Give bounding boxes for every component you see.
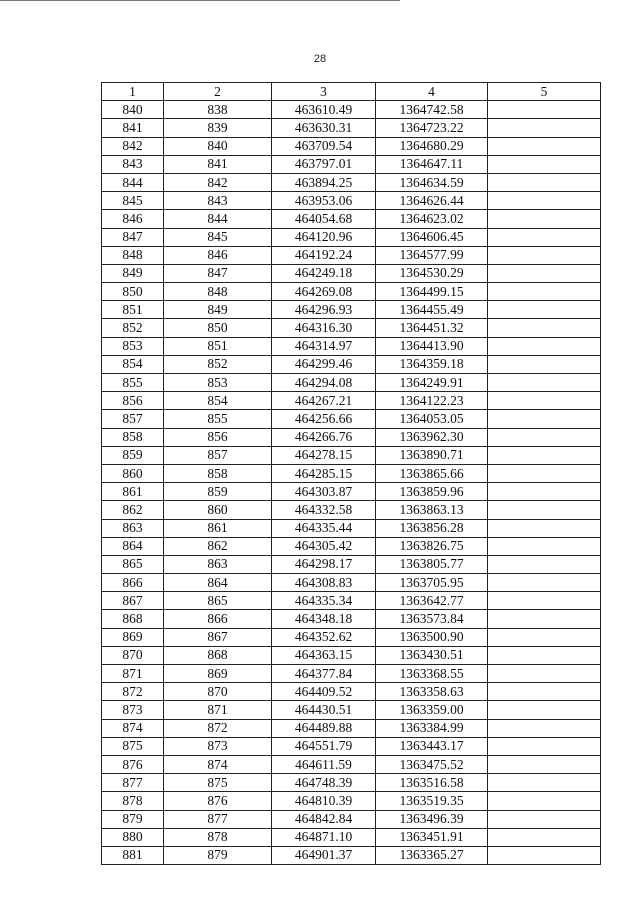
table-cell-col-3: 464296.93 <box>272 301 376 319</box>
table-row <box>102 192 601 210</box>
table-cell-col-1: 845 <box>102 192 164 210</box>
table-cell-col-4: 1363642.77 <box>376 592 488 610</box>
coordinates-table <box>101 82 601 865</box>
table-cell-col-5 <box>488 574 601 592</box>
table-row <box>102 610 601 628</box>
table-cell-col-5 <box>488 701 601 719</box>
table-header-row <box>102 83 601 101</box>
table-cell-col-1: 851 <box>102 301 164 319</box>
table-row <box>102 464 601 482</box>
table-cell-col-1: 867 <box>102 592 164 610</box>
table-cell-col-3: 464314.97 <box>272 337 376 355</box>
table-cell-col-3: 464871.10 <box>272 828 376 846</box>
table-cell-col-3: 464294.08 <box>272 374 376 392</box>
table-cell-col-2: 861 <box>164 519 272 537</box>
table-cell-col-2: 870 <box>164 683 272 701</box>
table-row <box>102 537 601 555</box>
table-cell-col-3: 464120.96 <box>272 228 376 246</box>
table-cell-col-4: 1363443.17 <box>376 737 488 755</box>
table-cell-col-2: 871 <box>164 701 272 719</box>
table-cell-col-5 <box>488 446 601 464</box>
table-cell-col-1: 873 <box>102 701 164 719</box>
table-cell-col-2: 865 <box>164 592 272 610</box>
table-cell-col-1: 877 <box>102 774 164 792</box>
table-cell-col-2: 850 <box>164 319 272 337</box>
table-cell-col-2: 841 <box>164 155 272 173</box>
table-cell-col-1: 860 <box>102 464 164 482</box>
table-cell-col-5 <box>488 828 601 846</box>
table-cell-col-3: 463797.01 <box>272 155 376 173</box>
table-cell-col-2: 876 <box>164 792 272 810</box>
table-cell-col-3: 464363.15 <box>272 646 376 664</box>
table-row <box>102 374 601 392</box>
table-cell-col-5 <box>488 665 601 683</box>
table-cell-col-4: 1363573.84 <box>376 610 488 628</box>
table-cell-col-2: 869 <box>164 665 272 683</box>
table-cell-col-5 <box>488 283 601 301</box>
table-cell-col-2: 874 <box>164 755 272 773</box>
table-cell-col-4: 1364413.90 <box>376 337 488 355</box>
table-cell-col-2: 867 <box>164 628 272 646</box>
table-cell-col-2: 866 <box>164 610 272 628</box>
table-cell-col-1: 849 <box>102 264 164 282</box>
table-cell-col-2: 853 <box>164 374 272 392</box>
table-row <box>102 810 601 828</box>
table-cell-col-2: 843 <box>164 192 272 210</box>
table-cell-col-2: 873 <box>164 737 272 755</box>
column-header-1: 1 <box>102 83 164 101</box>
page-number: 28 <box>313 53 327 65</box>
table-cell-col-5 <box>488 337 601 355</box>
table-cell-col-3: 463630.31 <box>272 119 376 137</box>
table-cell-col-3: 463894.25 <box>272 173 376 191</box>
table-cell-col-2: 849 <box>164 301 272 319</box>
table-cell-col-3: 464611.59 <box>272 755 376 773</box>
table-cell-col-1: 876 <box>102 755 164 773</box>
table-cell-col-3: 464316.30 <box>272 319 376 337</box>
table-row <box>102 319 601 337</box>
table-cell-col-3: 464377.84 <box>272 665 376 683</box>
table-cell-col-1: 862 <box>102 501 164 519</box>
table-cell-col-1: 880 <box>102 828 164 846</box>
table-cell-col-1: 879 <box>102 810 164 828</box>
table-cell-col-3: 463709.54 <box>272 137 376 155</box>
table-cell-col-4: 1364626.44 <box>376 192 488 210</box>
table-cell-col-5 <box>488 392 601 410</box>
table-cell-col-4: 1364451.32 <box>376 319 488 337</box>
table-cell-col-5 <box>488 101 601 119</box>
table-cell-col-3: 464054.68 <box>272 210 376 228</box>
table-cell-col-4: 1363365.27 <box>376 846 488 864</box>
table-cell-col-3: 464298.17 <box>272 555 376 573</box>
table-cell-col-4: 1363516.58 <box>376 774 488 792</box>
table-cell-col-4: 1363359.00 <box>376 701 488 719</box>
table-row <box>102 264 601 282</box>
table-cell-col-1: 861 <box>102 483 164 501</box>
table-cell-col-1: 854 <box>102 355 164 373</box>
table-cell-col-2: 862 <box>164 537 272 555</box>
table-row <box>102 246 601 264</box>
table-row <box>102 210 601 228</box>
column-header-4: 4 <box>376 83 488 101</box>
table-cell-col-2: 855 <box>164 410 272 428</box>
table-cell-col-3: 464267.21 <box>272 392 376 410</box>
table-cell-col-2: 868 <box>164 646 272 664</box>
table-cell-col-4: 1363805.77 <box>376 555 488 573</box>
table-cell-col-5 <box>488 537 601 555</box>
table-row <box>102 392 601 410</box>
table-cell-col-5 <box>488 464 601 482</box>
table-row <box>102 828 601 846</box>
table-row <box>102 483 601 501</box>
table-cell-col-2: 863 <box>164 555 272 573</box>
table-cell-col-3: 464430.51 <box>272 701 376 719</box>
table-cell-col-4: 1363358.63 <box>376 683 488 701</box>
table-cell-col-2: 838 <box>164 101 272 119</box>
table-cell-col-5 <box>488 592 601 610</box>
table-cell-col-3: 464335.34 <box>272 592 376 610</box>
table-cell-col-1: 857 <box>102 410 164 428</box>
table-cell-col-1: 843 <box>102 155 164 173</box>
table-cell-col-4: 1363859.96 <box>376 483 488 501</box>
table-cell-col-4: 1363863.13 <box>376 501 488 519</box>
table-cell-col-3: 464335.44 <box>272 519 376 537</box>
table-cell-col-4: 1363500.90 <box>376 628 488 646</box>
table-row <box>102 428 601 446</box>
table-cell-col-2: 852 <box>164 355 272 373</box>
table-cell-col-2: 840 <box>164 137 272 155</box>
table-row <box>102 519 601 537</box>
table-cell-col-4: 1364680.29 <box>376 137 488 155</box>
table-row <box>102 501 601 519</box>
table-cell-col-1: 868 <box>102 610 164 628</box>
top-divider-line <box>0 0 400 1</box>
table-cell-col-5 <box>488 246 601 264</box>
table-cell-col-2: 864 <box>164 574 272 592</box>
table-cell-col-4: 1364455.49 <box>376 301 488 319</box>
table-cell-col-2: 847 <box>164 264 272 282</box>
table-cell-col-3: 464489.88 <box>272 719 376 737</box>
table-row <box>102 737 601 755</box>
table-cell-col-3: 463953.06 <box>272 192 376 210</box>
table-cell-col-5 <box>488 683 601 701</box>
table-cell-col-2: 860 <box>164 501 272 519</box>
table-cell-col-5 <box>488 228 601 246</box>
table-cell-col-5 <box>488 319 601 337</box>
table-cell-col-2: 857 <box>164 446 272 464</box>
table-cell-col-3: 464748.39 <box>272 774 376 792</box>
table-row <box>102 628 601 646</box>
table-cell-col-4: 1364577.99 <box>376 246 488 264</box>
table-cell-col-4: 1363705.95 <box>376 574 488 592</box>
table-row <box>102 665 601 683</box>
table-row <box>102 155 601 173</box>
table-cell-col-1: 875 <box>102 737 164 755</box>
table-cell-col-1: 858 <box>102 428 164 446</box>
table-cell-col-2: 848 <box>164 283 272 301</box>
table-cell-col-5 <box>488 719 601 737</box>
table-cell-col-2: 844 <box>164 210 272 228</box>
table-cell-col-4: 1363368.55 <box>376 665 488 683</box>
table-cell-col-5 <box>488 119 601 137</box>
table-cell-col-4: 1363856.28 <box>376 519 488 537</box>
table-cell-col-1: 841 <box>102 119 164 137</box>
table-cell-col-5 <box>488 610 601 628</box>
table-cell-col-3: 464278.15 <box>272 446 376 464</box>
table-cell-col-3: 464305.42 <box>272 537 376 555</box>
table-cell-col-4: 1364530.29 <box>376 264 488 282</box>
table-cell-col-5 <box>488 755 601 773</box>
table-cell-col-1: 859 <box>102 446 164 464</box>
column-header-5: 5 <box>488 83 601 101</box>
table-cell-col-1: 872 <box>102 683 164 701</box>
table-cell-col-3: 464409.52 <box>272 683 376 701</box>
table-cell-col-5 <box>488 374 601 392</box>
table-cell-col-5 <box>488 774 601 792</box>
table-cell-col-5 <box>488 519 601 537</box>
table-cell-col-1: 881 <box>102 846 164 864</box>
table-cell-col-3: 464308.83 <box>272 574 376 592</box>
table-cell-col-5 <box>488 737 601 755</box>
table-row <box>102 355 601 373</box>
column-header-3: 3 <box>272 83 376 101</box>
table-cell-col-4: 1364742.58 <box>376 101 488 119</box>
table-cell-col-5 <box>488 301 601 319</box>
table-cell-col-1: 850 <box>102 283 164 301</box>
table-cell-col-5 <box>488 646 601 664</box>
table-cell-col-2: 851 <box>164 337 272 355</box>
table-cell-col-1: 847 <box>102 228 164 246</box>
table-cell-col-5 <box>488 428 601 446</box>
table-cell-col-3: 464303.87 <box>272 483 376 501</box>
table-cell-col-1: 869 <box>102 628 164 646</box>
table-row <box>102 101 601 119</box>
table-cell-col-2: 879 <box>164 846 272 864</box>
table-row <box>102 846 601 864</box>
table-cell-col-2: 875 <box>164 774 272 792</box>
table-row <box>102 701 601 719</box>
table-cell-col-4: 1364723.22 <box>376 119 488 137</box>
table-cell-col-3: 464269.08 <box>272 283 376 301</box>
table-row <box>102 774 601 792</box>
table-cell-col-5 <box>488 792 601 810</box>
table-row <box>102 410 601 428</box>
table-cell-col-2: 872 <box>164 719 272 737</box>
table-cell-col-2: 845 <box>164 228 272 246</box>
table-cell-col-1: 846 <box>102 210 164 228</box>
table-cell-col-1: 863 <box>102 519 164 537</box>
table-cell-col-5 <box>488 410 601 428</box>
table-cell-col-4: 1364499.15 <box>376 283 488 301</box>
table-row <box>102 555 601 573</box>
table-cell-col-4: 1364122.23 <box>376 392 488 410</box>
table-cell-col-2: 842 <box>164 173 272 191</box>
table-cell-col-1: 870 <box>102 646 164 664</box>
table-row <box>102 792 601 810</box>
table-cell-col-2: 877 <box>164 810 272 828</box>
table-cell-col-5 <box>488 137 601 155</box>
table-cell-col-1: 871 <box>102 665 164 683</box>
table-cell-col-4: 1363451.91 <box>376 828 488 846</box>
table-row <box>102 592 601 610</box>
table-cell-col-1: 874 <box>102 719 164 737</box>
table-cell-col-1: 852 <box>102 319 164 337</box>
table-cell-col-5 <box>488 555 601 573</box>
table-row <box>102 283 601 301</box>
table-cell-col-4: 1364606.45 <box>376 228 488 246</box>
column-header-2: 2 <box>164 83 272 101</box>
table-cell-col-3: 464352.62 <box>272 628 376 646</box>
table-cell-col-2: 856 <box>164 428 272 446</box>
table-row <box>102 646 601 664</box>
table-cell-col-4: 1363962.30 <box>376 428 488 446</box>
table-cell-col-3: 464901.37 <box>272 846 376 864</box>
table-cell-col-5 <box>488 810 601 828</box>
table-cell-col-3: 464810.39 <box>272 792 376 810</box>
table-cell-col-5 <box>488 192 601 210</box>
table-cell-col-3: 464266.76 <box>272 428 376 446</box>
table-cell-col-1: 856 <box>102 392 164 410</box>
table-cell-col-4: 1363519.35 <box>376 792 488 810</box>
table-cell-col-3: 464842.84 <box>272 810 376 828</box>
table-body <box>102 101 601 865</box>
table-row <box>102 719 601 737</box>
table-cell-col-5 <box>488 501 601 519</box>
table-row <box>102 137 601 155</box>
table-cell-col-4: 1364249.91 <box>376 374 488 392</box>
table-cell-col-5 <box>488 210 601 228</box>
table-row <box>102 301 601 319</box>
table-cell-col-2: 878 <box>164 828 272 846</box>
table-row <box>102 119 601 137</box>
table-cell-col-5 <box>488 483 601 501</box>
table-cell-col-1: 865 <box>102 555 164 573</box>
table-cell-col-1: 844 <box>102 173 164 191</box>
table-row <box>102 173 601 191</box>
table-cell-col-1: 853 <box>102 337 164 355</box>
table-cell-col-3: 464551.79 <box>272 737 376 755</box>
table-cell-col-4: 1363890.71 <box>376 446 488 464</box>
table-cell-col-1: 848 <box>102 246 164 264</box>
table-cell-col-3: 463610.49 <box>272 101 376 119</box>
table-cell-col-1: 878 <box>102 792 164 810</box>
table-cell-col-4: 1363384.99 <box>376 719 488 737</box>
table-row <box>102 755 601 773</box>
table-cell-col-5 <box>488 264 601 282</box>
table-cell-col-3: 464285.15 <box>272 464 376 482</box>
table-cell-col-3: 464256.66 <box>272 410 376 428</box>
table-cell-col-3: 464348.18 <box>272 610 376 628</box>
table-row <box>102 574 601 592</box>
table-cell-col-4: 1364623.02 <box>376 210 488 228</box>
table-cell-col-4: 1363430.51 <box>376 646 488 664</box>
table-cell-col-3: 464332.58 <box>272 501 376 519</box>
table-row <box>102 337 601 355</box>
table-cell-col-1: 864 <box>102 537 164 555</box>
table-row <box>102 228 601 246</box>
table-cell-col-5 <box>488 355 601 373</box>
table-row <box>102 446 601 464</box>
table-cell-col-3: 464192.24 <box>272 246 376 264</box>
table-cell-col-4: 1363865.66 <box>376 464 488 482</box>
table-cell-col-1: 866 <box>102 574 164 592</box>
table-cell-col-4: 1364359.18 <box>376 355 488 373</box>
table-cell-col-2: 858 <box>164 464 272 482</box>
table-cell-col-2: 839 <box>164 119 272 137</box>
table-cell-col-5 <box>488 173 601 191</box>
table-cell-col-5 <box>488 846 601 864</box>
table-cell-col-2: 859 <box>164 483 272 501</box>
table-cell-col-4: 1363475.52 <box>376 755 488 773</box>
table-cell-col-1: 840 <box>102 101 164 119</box>
table-cell-col-4: 1364647.11 <box>376 155 488 173</box>
table-cell-col-1: 855 <box>102 374 164 392</box>
table-cell-col-5 <box>488 155 601 173</box>
table-cell-col-4: 1363496.39 <box>376 810 488 828</box>
table-cell-col-4: 1363826.75 <box>376 537 488 555</box>
table-cell-col-2: 846 <box>164 246 272 264</box>
table-cell-col-1: 842 <box>102 137 164 155</box>
table-cell-col-4: 1364634.59 <box>376 173 488 191</box>
table-cell-col-2: 854 <box>164 392 272 410</box>
table-row <box>102 683 601 701</box>
table-cell-col-5 <box>488 628 601 646</box>
table-cell-col-3: 464249.18 <box>272 264 376 282</box>
table-cell-col-3: 464299.46 <box>272 355 376 373</box>
table-cell-col-4: 1364053.05 <box>376 410 488 428</box>
